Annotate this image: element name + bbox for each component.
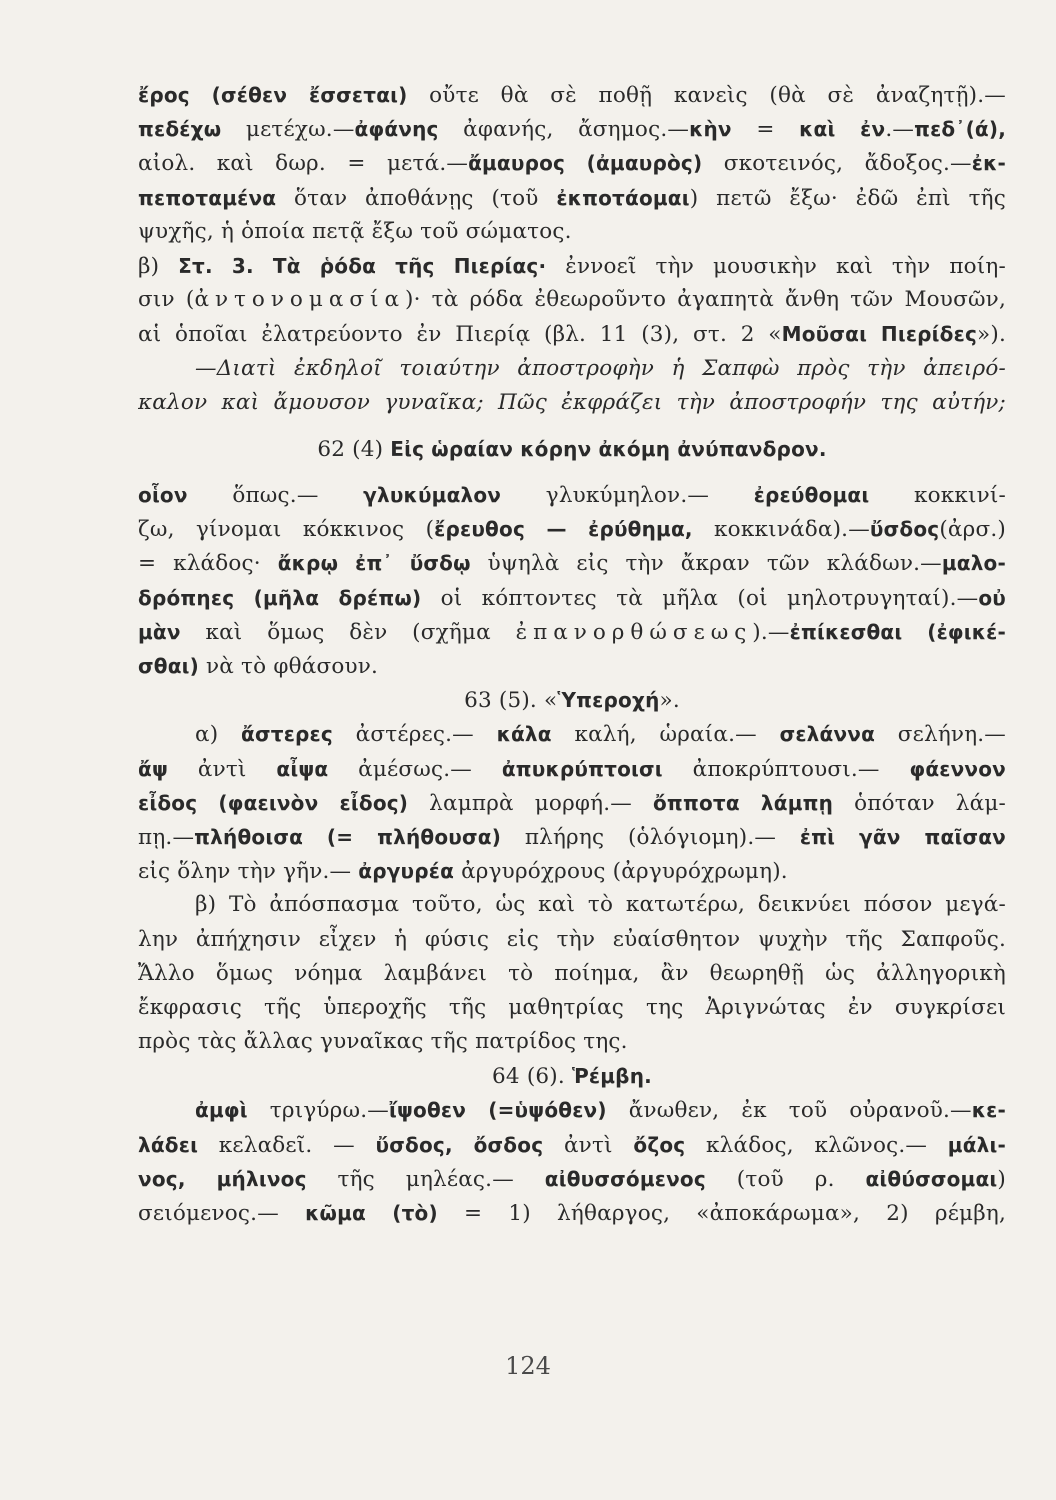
text-run: ὅπως.— — [187, 483, 364, 509]
text-run: Ἄλλο ὅμως νόημα λαμβάνει τὸ ποίημα, ἂν θεωρηθῇ ὡς ἀλληγορικὴ — [138, 960, 1006, 986]
text-run: κελαδεῖ. — — [198, 1132, 376, 1158]
headword: Εἰς ὡραίαν κόρην ἀκόμη ἀνύπανδρον. — [390, 436, 827, 461]
text-run: οἱ κόπτοντες τὰ μῆλα (οἱ μηλοτρυγηταί).— — [421, 585, 979, 611]
headword: ἀμφὶ — [195, 1098, 248, 1123]
headword: ἄμαυρος (ἀμαυρὸς) — [468, 151, 703, 176]
text-line — [138, 1025, 1006, 1059]
headword: πεδ᾽(ά), — [914, 117, 1006, 142]
text-line — [138, 1196, 1006, 1230]
text-line — [138, 1128, 1006, 1162]
headword: ἐρεύθομαι — [753, 483, 870, 508]
text-run: ἀντὶ — [543, 1132, 634, 1158]
headword: ὔσδος, ὄσδος — [375, 1132, 544, 1157]
text-run: καλον καὶ ἄμουσον γυναῖκα; Πῶς ἐκφράζει τὴν ἀποστροφήν της αὐτήν; — [138, 389, 1006, 415]
text-run: κλάδος, κλῶνος.— — [685, 1132, 948, 1158]
text-run: ἄνωθεν, ἐκ τοῦ οὐρανοῦ.— — [606, 1098, 972, 1124]
text-run: σελήνη.— — [875, 722, 1006, 748]
headword: πλήθοισα (= πλήθουσα) — [194, 824, 502, 849]
text-run: (ἀρσ.) — [939, 517, 1006, 543]
text-line — [138, 683, 1006, 717]
headword: ἀφάνης — [354, 117, 439, 142]
text-run: —Διατὶ ἐκδηλοῖ τοιαύτην ἀποστροφὴν ἡ Σαπφὼ πρὸς τὴν ἀπειρό- — [195, 355, 1006, 381]
page-text — [138, 78, 1006, 1230]
headword: γλυκύμαλον — [363, 483, 502, 508]
text-line — [138, 752, 1006, 786]
text-line — [138, 820, 1006, 854]
headword: ὄπποτα λάμπῃ — [652, 790, 834, 815]
headword: ἄστερες — [241, 722, 333, 747]
text-run: λαμπρὰ μορφή.— — [408, 790, 653, 816]
text-line — [138, 432, 1006, 466]
text-run: σειόμενος.— — [138, 1201, 306, 1226]
text-run: ἔκφρασις τῆς ὑπεροχῆς τῆς μαθητρίας της Ἀριγνώτας ἐν συγκρίσει — [138, 994, 1006, 1020]
text-run: ψυχῆς, ἡ ὁποία πετᾷ ἔξω τοῦ σώματος. — [138, 218, 572, 244]
text-run: ).— — [752, 619, 790, 645]
text-run: ὁπόταν λάμ- — [833, 790, 1006, 816]
headword: δρόπηες (μῆλα δρέπω) — [138, 585, 422, 610]
headword: ἐπίκεσθαι (ἐφικέ- — [789, 619, 1006, 644]
text-line — [138, 215, 1006, 249]
text-line — [138, 78, 1006, 112]
text-run: ἀντὶ — [168, 756, 277, 782]
text-line — [138, 317, 1006, 351]
headword: ἐκποτάομαι — [556, 185, 690, 210]
text-run: .— — [885, 117, 915, 143]
text-run: τριγύρω.— — [247, 1098, 389, 1124]
text-line — [138, 923, 1006, 957]
text-run: ζω, γίνομαι κόκκινος ( — [138, 517, 435, 543]
spacer — [138, 466, 1006, 478]
text-run: λην ἀπήχησιν εἶχεν ἡ φύσις εἰς τὴν εὐαίσθητον ψυχὴν τῆς Σαπφοῦς. — [138, 926, 1006, 952]
text-line — [138, 249, 1006, 283]
text-line — [138, 957, 1006, 991]
text-line — [138, 478, 1006, 512]
headword: πεποταμένα — [138, 185, 277, 210]
headword: νος, μήλινος — [138, 1166, 307, 1191]
headword: ὄζος — [633, 1132, 686, 1157]
text-run: 63 (5). « — [464, 688, 558, 714]
headword: ἄψ — [138, 756, 169, 781]
headword: καὶ ἐν — [799, 117, 886, 142]
text-line — [138, 649, 1006, 683]
text-line — [138, 146, 1006, 180]
text-run: πλήρης (ὁλόγιομη).— — [501, 824, 800, 850]
text-run: ἀστέρες.— — [332, 722, 497, 748]
text-run: = — [731, 117, 800, 143]
text-line — [138, 786, 1006, 820]
text-run: οὔτε θὰ σὲ ποθῇ κανεὶς (θὰ σὲ ἀναζητῇ). — [407, 83, 985, 108]
headword: οἷον — [138, 483, 188, 508]
headword: μαλο- — [941, 551, 1006, 576]
text-run: πῃ.— — [138, 824, 195, 850]
headword: σελάννα — [779, 722, 876, 747]
text-run: κοκκινάδα).— — [692, 517, 870, 543]
text-run: ἐπανορθώσεως — [515, 619, 753, 645]
text-line — [138, 615, 1006, 649]
headword: ἄκρῳ ἐπ᾽ ὔσδῳ — [277, 551, 471, 576]
text-run: ». — [659, 688, 680, 714]
text-run: αἰολ. καὶ δωρ. = μετά.— — [138, 151, 469, 177]
text-run: κοκκινί- — [869, 483, 1006, 509]
text-line — [138, 1093, 1006, 1127]
text-line — [138, 991, 1006, 1025]
text-line — [138, 1059, 1006, 1093]
text-run: β) — [138, 253, 179, 279]
text-run: ὅταν ἀποθάνῃς (τοῦ — [276, 185, 557, 211]
headword: αἰθύσσομαι — [865, 1166, 998, 1191]
headword: μὰν — [138, 619, 181, 644]
text-line — [138, 512, 1006, 546]
headword: μάλι- — [947, 1132, 1006, 1157]
text-run: τῆς μηλέας.— — [306, 1166, 545, 1192]
text-run: ) — [997, 1166, 1006, 1192]
headword: Μοῦσαι Πιερίδες — [781, 322, 978, 347]
page-number: 124 — [505, 1352, 551, 1380]
headword: ἔρος (σέθεν ἔσσεται) — [138, 83, 408, 107]
headword: ἐπὶ γᾶν παῖσαν — [799, 824, 1006, 849]
headword: ἀπυκρύπτοισι — [501, 756, 663, 781]
text-run: καλή, ὡραία.— — [551, 722, 780, 748]
headword: κὴν — [689, 117, 732, 142]
text-run: 64 (6). — [492, 1064, 572, 1090]
text-run: (τοῦ ρ. — [705, 1166, 866, 1192]
text-run: ) πετῶ ἔξω· ἐδῶ ἐπὶ τῆς — [689, 185, 1006, 211]
headword: ἀργυρέα — [358, 859, 455, 884]
text-line — [138, 112, 1006, 146]
text-run: ἀποκρύπτουσι.— — [662, 756, 910, 782]
text-run: σιν ( — [138, 287, 195, 313]
headword: λάδει — [138, 1132, 199, 1157]
text-run: πρὸς τὰς ἄλλας γυναῖκας τῆς πατρίδος της. — [138, 1029, 628, 1055]
text-run: γλυκύμηλον.— — [501, 483, 754, 509]
headword: ὔσδος — [869, 517, 940, 542]
text-run: ἐννοεῖ τὴν μουσικὴν καὶ τὴν ποίη- — [546, 253, 1006, 279]
text-line — [138, 283, 1006, 317]
text-run: ἀφανής, ἄσημος.— — [438, 117, 690, 143]
text-run: ἀργυρόχρους (ἀργυρόχρωμη). — [454, 859, 788, 885]
headword: Στ. 3. Τὰ ῥόδα τῆς Πιερίας· — [178, 253, 547, 278]
text-line — [138, 854, 1006, 888]
text-run: καὶ ὅμως δὲν (σχῆμα — [180, 619, 516, 645]
text-run: νὰ τὸ φθάσουν. — [199, 654, 379, 679]
headword: κε- — [971, 1098, 1006, 1123]
text-run: ὑψηλὰ εἰς τὴν ἄκραν τῶν κλάδων.— — [470, 551, 942, 577]
text-line — [138, 1162, 1006, 1196]
text-run: ἀμέσως.— — [328, 756, 502, 782]
text-run: 62 (4) — [317, 436, 391, 462]
headword: ἔρευθος — ἐρύθημα, — [434, 517, 693, 542]
headword: κῶμα (τὸ) — [305, 1201, 438, 1225]
text-run: β) Τὸ ἀπόσπασμα τοῦτο, ὡς καὶ τὸ κατωτέρω, δεικνύει πόσον μεγά- — [195, 892, 1006, 918]
headword: Ὑπεροχή — [557, 688, 660, 713]
headword: κάλα — [496, 722, 552, 747]
text-run: »). — [977, 322, 1006, 348]
text-run: σκοτεινός, ἄδοξος.— — [702, 151, 972, 177]
headword: Ῥέμβη. — [571, 1064, 652, 1089]
text-line — [138, 352, 1006, 386]
text-line — [138, 386, 1006, 420]
headword: αἰθυσσόμενος — [544, 1166, 706, 1191]
headword: οὐ — [978, 585, 1006, 610]
text-line — [138, 888, 1006, 922]
headword: φάεννον — [909, 756, 1006, 781]
headword: αἶψα — [276, 756, 329, 781]
headword: ἐκ- — [971, 151, 1006, 176]
text-run: μετέχω.— — [221, 117, 355, 143]
text-line — [138, 581, 1006, 615]
spacer — [138, 420, 1006, 432]
headword: εἶδος (φαεινὸν εἶδος) — [138, 790, 409, 815]
text-run: ἀντονομασία — [194, 287, 405, 313]
text-run: α) — [195, 722, 242, 748]
text-run: εἰς ὅλην τὴν γῆν.— — [138, 859, 359, 885]
text-run: = κλάδος· — [138, 551, 278, 577]
text-line — [138, 717, 1006, 751]
headword: πεδέχω — [138, 117, 222, 142]
text-run: αἱ ὁποῖαι ἐλατρεύοντο ἐν Πιερίᾳ (βλ. 11 (3), στ. 2 « — [138, 322, 782, 348]
text-run: = 1) λήθαργος, «ἀποκάρωμα», 2) ρέμβη, — [437, 1201, 1006, 1226]
text-run: — — [984, 83, 1006, 108]
text-run: )· τὰ ρόδα ἐθεωροῦντο ἀγαπητὰ ἄνθη τῶν Μουσῶν, — [405, 287, 1006, 313]
text-line — [138, 181, 1006, 215]
headword: ἴψοθεν (=ὑψόθεν) — [388, 1098, 607, 1123]
text-line — [138, 546, 1006, 580]
headword: σθαι) — [138, 654, 199, 678]
